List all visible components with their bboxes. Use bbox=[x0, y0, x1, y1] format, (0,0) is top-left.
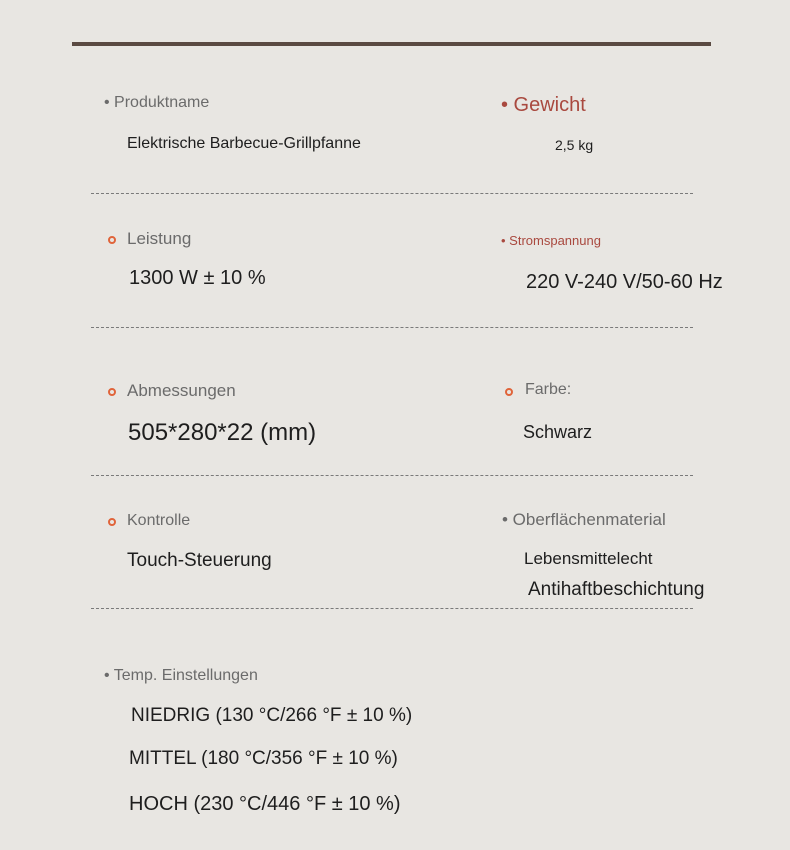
divider-3 bbox=[91, 475, 693, 476]
divider-1 bbox=[91, 193, 693, 194]
product-name-value: Elektrische Barbecue-Grillpfanne bbox=[127, 135, 361, 152]
control-value: Touch-Steuerung bbox=[127, 550, 272, 571]
surface-material-label: • Oberflächenmaterial bbox=[502, 510, 666, 529]
voltage-value: 220 V-240 V/50-60 Hz bbox=[526, 271, 723, 293]
product-name-label: • Produktname bbox=[104, 94, 210, 111]
weight-value: 2,5 kg bbox=[555, 137, 594, 153]
color-label: Farbe: bbox=[525, 381, 572, 398]
power-label: Leistung bbox=[127, 229, 192, 248]
dimensions-value: 505*280*22 (mm) bbox=[128, 419, 317, 446]
control-label: Kontrolle bbox=[127, 512, 191, 529]
ring-bullet-icon bbox=[108, 518, 116, 526]
surface-material-value-line1: Lebensmittelecht bbox=[524, 549, 653, 568]
voltage-label: • Stromspannung bbox=[501, 233, 601, 248]
surface-material-value-line2: Antihaftbeschichtung bbox=[528, 579, 705, 600]
temperature-low: NIEDRIG (130 °C/266 °F ± 10 %) bbox=[131, 705, 413, 726]
ring-bullet-icon bbox=[108, 236, 116, 244]
temperature-label: • Temp. Einstellungen bbox=[104, 667, 258, 684]
temperature-high: HOCH (230 °C/446 °F ± 10 %) bbox=[129, 793, 401, 815]
ring-bullet-icon bbox=[505, 388, 513, 396]
power-value: 1300 W ± 10 % bbox=[129, 267, 266, 289]
color-value: Schwarz bbox=[523, 422, 593, 442]
divider-4 bbox=[91, 608, 693, 609]
top-bar bbox=[72, 42, 711, 46]
divider-2 bbox=[91, 327, 693, 328]
dimensions-label: Abmessungen bbox=[127, 381, 236, 400]
ring-bullet-icon bbox=[108, 388, 116, 396]
weight-label: • Gewicht bbox=[501, 94, 586, 116]
temperature-medium: MITTEL (180 °C/356 °F ± 10 %) bbox=[129, 748, 398, 769]
